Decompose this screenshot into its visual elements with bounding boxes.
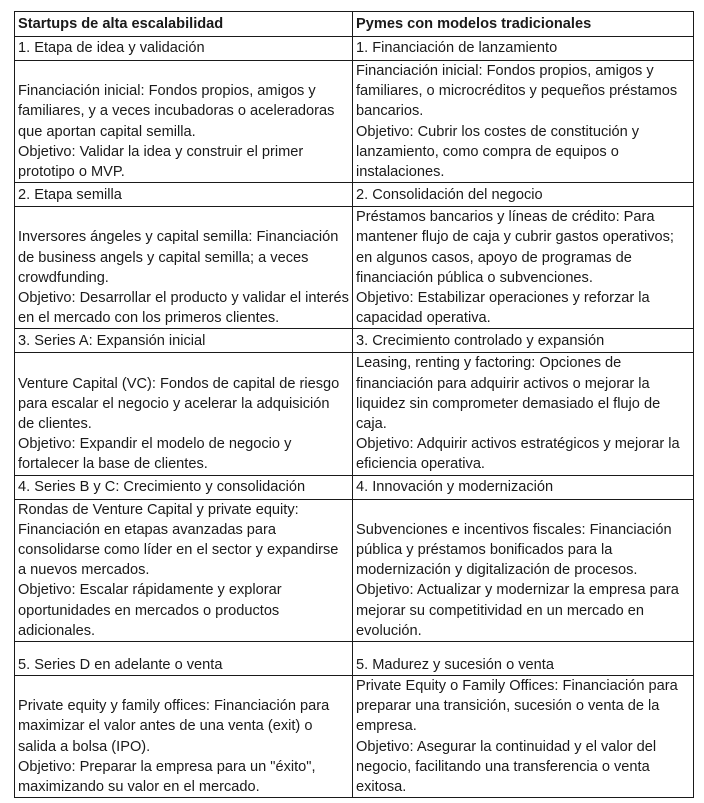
stage-content-row [15, 676, 694, 798]
startup-objective: Objetivo: Escalar rápidamente y explorar oportunidades en mercados o productos adicionales. [18, 582, 282, 639]
startup-stage-title: 4. Series B y C: Crecimiento y consolidación [15, 475, 353, 499]
startup-stage-title: 2. Etapa semilla [15, 183, 353, 207]
pyme-stage-content [353, 676, 694, 798]
stage-content-row [15, 61, 694, 183]
startup-financing: Private equity y family offices: Financiación para maximizar el valor antes de una venta (exit) o salida a bolsa (IPO). [18, 698, 330, 755]
startup-financing: Financiación inicial: Fondos propios, amigos y familiares, y a veces incubadoras o aceleradoras que aportan capital semilla. [18, 83, 335, 140]
pyme-financing: Leasing, renting y factoring: Opciones de financiación para adquirir activos o mejorar la liquidez sin comprometer demasiado el flujo de caja. [356, 355, 661, 433]
pyme-stage-title: 3. Crecimiento controlado y expansión [353, 329, 694, 353]
stage-title-row [15, 183, 694, 207]
pyme-financing: Subvenciones e incentivos fiscales: Financiación pública y préstamos bonificados para la modernización y digitalización de procesos. [356, 521, 672, 579]
pyme-stage-title: 2. Consolidación del negocio [353, 183, 694, 207]
startup-stage-content [15, 353, 353, 475]
header-row [15, 12, 694, 37]
startup-stage-title: 3. Series A: Expansión inicial [15, 329, 353, 353]
pyme-financing: Private Equity o Family Offices: Financiación para preparar una transición, sucesión o venta de la empresa. [356, 678, 678, 735]
stage-title-row [15, 37, 694, 61]
pyme-objective: Objetivo: Cubrir los costes de constitución y lanzamiento, como compra de equipos o instalaciones. [356, 123, 640, 181]
header-pymes: Pymes con modelos tradicionales [353, 12, 694, 37]
comparison-table [14, 11, 694, 798]
pyme-financing: Financiación inicial: Fondos propios, amigos y familiares, o microcréditos y pequeños préstamos bancarios. [356, 63, 678, 120]
pyme-objective: Objetivo: Estabilizar operaciones y reforzar la capacidad operativa. [356, 290, 650, 327]
stage-title-row [15, 475, 694, 499]
stage-title-row [15, 329, 694, 353]
pyme-stage-title: 4. Innovación y modernización [353, 475, 694, 499]
pyme-stage-content [353, 207, 694, 329]
stage-title-row [15, 642, 694, 676]
startup-stage-title: 5. Series D en adelante o venta [15, 642, 353, 676]
startup-objective: Objetivo: Desarrollar el producto y validar el interés en el mercado con los primeros clientes. [18, 290, 349, 327]
startup-stage-title: 1. Etapa de idea y validación [15, 37, 353, 61]
stage-content-row [15, 499, 694, 641]
startup-financing: Venture Capital (VC): Fondos de capital de riesgo para escalar el negocio y acelerar la adquisición de clientes. [18, 375, 340, 433]
startup-stage-content [15, 207, 353, 329]
startup-financing: Rondas de Venture Capital y private equity: Financiación en etapas avanzadas para consolidarse como líder en el sector y expandirse a nuevos mercados. [18, 501, 339, 579]
stage-content-row [15, 353, 694, 475]
startup-objective: Objetivo: Validar la idea y construir el primer prototipo o MVP. [18, 143, 304, 181]
pyme-stage-content [353, 499, 694, 641]
startup-objective: Objetivo: Preparar la empresa para un "éxito", maximizando su valor en el mercado. [18, 758, 316, 796]
pyme-stage-title: 5. Madurez y sucesión o venta [353, 642, 694, 676]
startup-objective: Objetivo: Expandir el modelo de negocio y fortalecer la base de clientes. [18, 436, 292, 473]
stage-content-row [15, 207, 694, 329]
pyme-objective: Objetivo: Asegurar la continuidad y el valor del negocio, facilitando una transferencia o venta exitosa. [356, 738, 657, 796]
startup-stage-content [15, 676, 353, 798]
pyme-stage-content [353, 61, 694, 183]
pyme-stage-content [353, 353, 694, 475]
pyme-objective: Objetivo: Adquirir activos estratégicos y mejorar la eficiencia operativa. [356, 436, 680, 473]
startup-stage-content [15, 61, 353, 183]
startup-stage-content [15, 499, 353, 641]
pyme-stage-title: 1. Financiación de lanzamiento [353, 37, 694, 61]
startup-financing: Inversores ángeles y capital semilla: Financiación de business angels y capital semilla; a veces crowdfunding. [18, 229, 339, 286]
header-startups: Startups de alta escalabilidad [15, 12, 353, 37]
pyme-financing: Préstamos bancarios y líneas de crédito: Para mantener flujo de caja y cubrir gastos operativos; en algunos casos, apoyo de programas de financiación pública o subvenciones. [356, 209, 674, 286]
pyme-objective: Objetivo: Actualizar y modernizar la empresa para mejorar su competitividad en un mercado en evolución. [356, 582, 679, 639]
